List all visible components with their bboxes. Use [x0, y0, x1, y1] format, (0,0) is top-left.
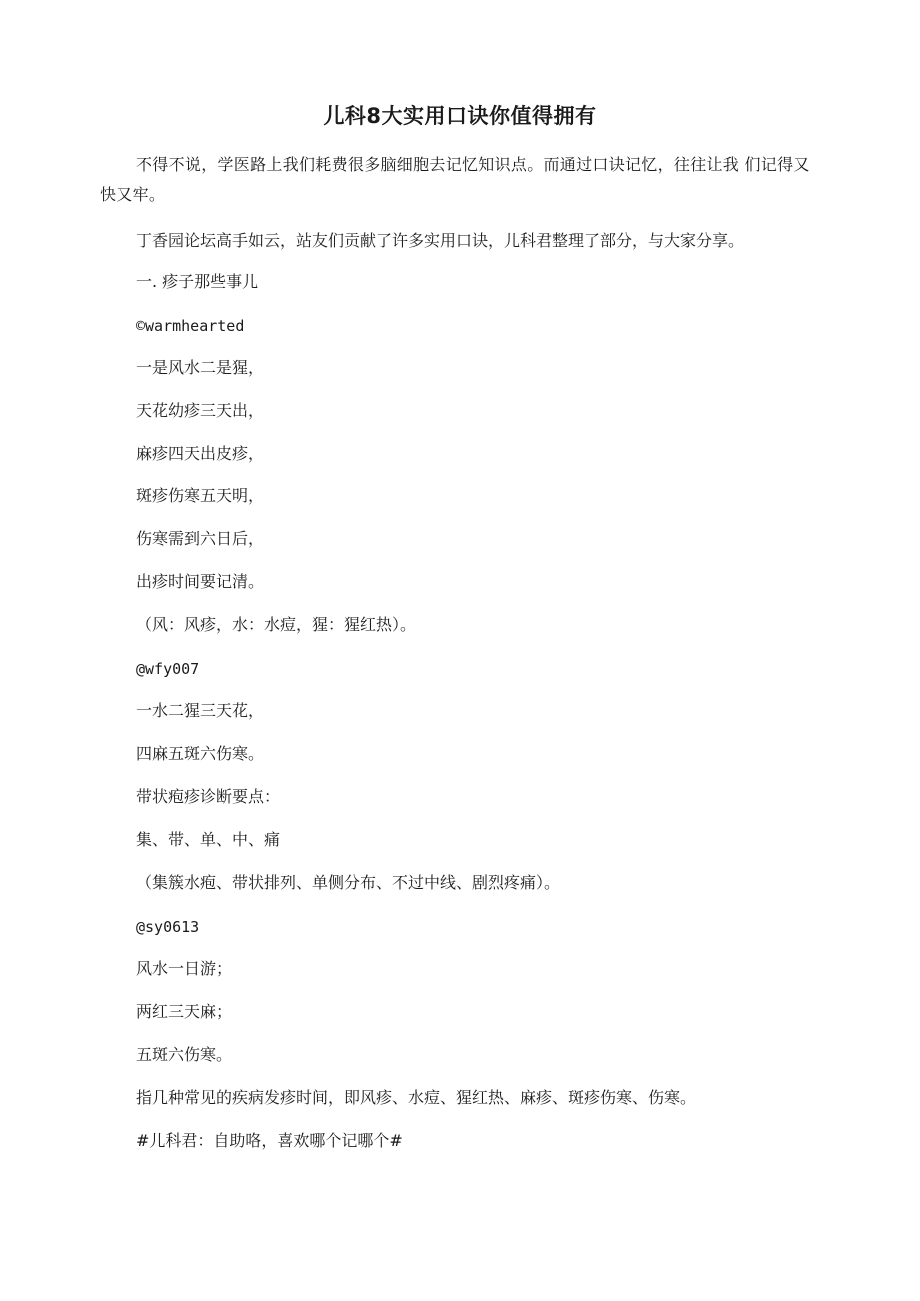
verse-note: （风：风疹，水：水痘，猩：猩红热）。 [136, 615, 417, 634]
page-title: 儿科8大实用口诀你值得拥有 [323, 104, 597, 128]
verse-line: 天花幼疹三天出， [136, 401, 265, 420]
verse-line: 带状疱疹诊断要点： [136, 787, 281, 806]
verse-line: 斑疹伤寒五天明， [136, 486, 265, 505]
verse-line: 五斑六伤寒。 [136, 1045, 233, 1064]
intro-paragraph-2: 丁香园论坛高手如云，站友们贡献了许多实用口诀，儿科君整理了部分，与大家分享。 [136, 231, 745, 250]
verse-line: 一是风水二是猩， [136, 358, 265, 377]
verse-line: 四麻五斑六伤寒。 [136, 744, 265, 763]
verse-line: 出疹时间要记清。 [136, 572, 265, 591]
verse-line: 一水二猩三天花， [136, 701, 265, 720]
author-tag: @sy0613 [136, 918, 200, 936]
verse-line: 两红三天麻； [136, 1002, 233, 1021]
explanation-line: 指几种常见的疾病发疹时间，即风疹、水痘、猩红热、麻疹、斑疹伤寒、伤寒。 [136, 1088, 697, 1107]
author-tag: ©warmhearted [136, 317, 245, 335]
verse-line: 伤寒需到六日后， [136, 529, 265, 548]
author-tag: @wfy007 [136, 660, 200, 678]
section-heading: 一. 疹子那些事儿 [136, 272, 259, 291]
intro-paragraph: 不得不说，学医路上我们耗费很多脑细胞去记忆知识点。而通过口诀记忆，往往让我 们记得又快又牢。 [100, 155, 810, 204]
verse-line: 风水一日游； [136, 959, 233, 978]
verse-note: （集簇水疱、带状排列、单侧分布、不过中线、剧烈疼痛）。 [136, 873, 561, 892]
verse-line: 集、带、单、中、痛 [136, 830, 281, 849]
closing-note: #儿科君：自助咯，喜欢哪个记哪个# [136, 1131, 403, 1150]
verse-line: 麻疹四天出皮疹， [136, 444, 265, 463]
